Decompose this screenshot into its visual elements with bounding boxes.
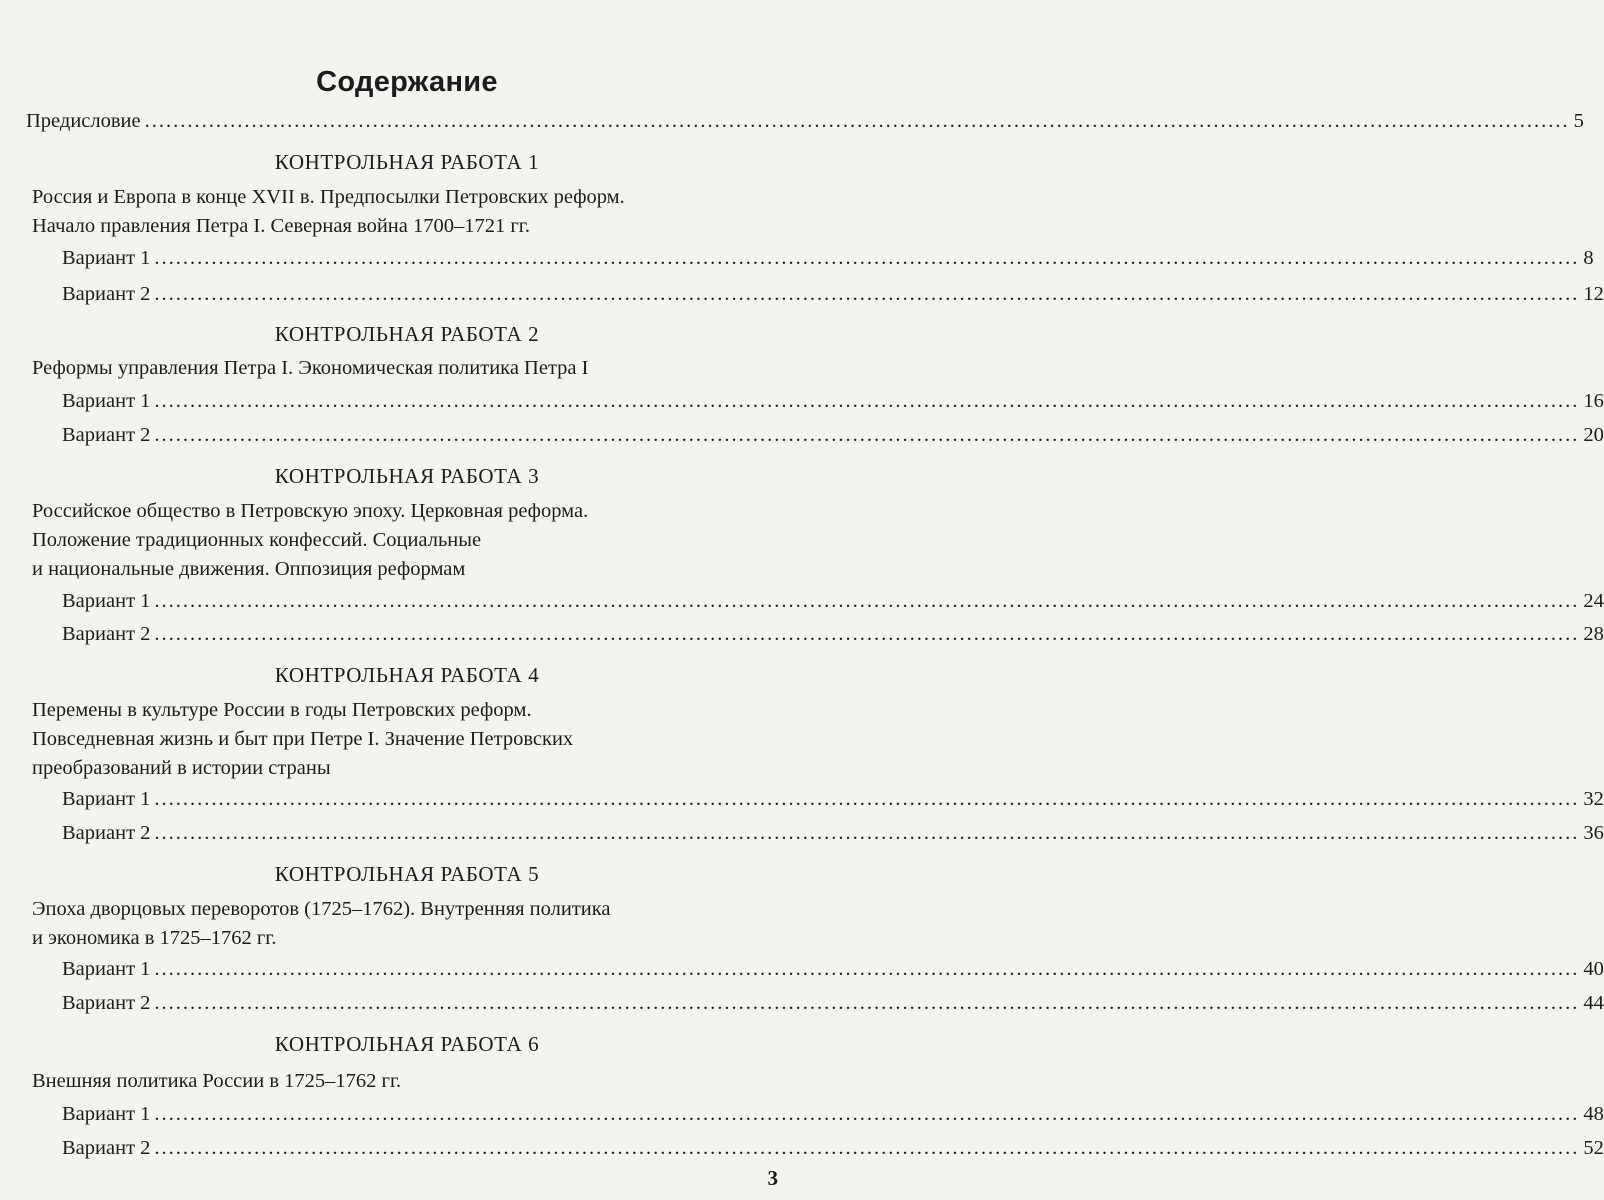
toc-page: 5 <box>1573 110 1584 132</box>
topic-line: и экономика в 1725–1762 гг. <box>32 927 277 949</box>
section-heading: КОНТРОЛЬНАЯ РАБОТА 5 <box>274 862 540 886</box>
toc-entry-variant <box>62 992 1604 1018</box>
topic-line: и национальные движения. Оппозиция реформам <box>32 558 466 580</box>
leader-dots: ........................................................................................................................................................................................................ <box>154 822 1580 844</box>
toc-entry-variant <box>62 424 1604 450</box>
toc-label: Предисловие <box>26 110 141 132</box>
toc-entry-variant <box>62 1137 1604 1163</box>
toc-page: 48 <box>1583 1103 1604 1125</box>
leader-dots: ........................................................................................................................................................................................................ <box>154 958 1580 980</box>
leader-dots: ........................................................................................................................................................................................................ <box>154 590 1580 612</box>
toc-entry-variant <box>62 390 1604 416</box>
section-topic <box>32 183 792 241</box>
section-heading: КОНТРОЛЬНАЯ РАБОТА 3 <box>274 464 540 488</box>
toc-page: 36 <box>1583 822 1604 844</box>
leader-dots: ........................................................................................................................................................................................................ <box>154 788 1580 810</box>
leader-dots: ........................................................................................................................................................................................................ <box>154 390 1580 412</box>
toc-page: 32 <box>1583 788 1604 810</box>
topic-line: Российское общество в Петровскую эпоху. Церковная реформа. <box>32 500 589 522</box>
toc-entry-variant <box>62 283 1604 309</box>
section-topic <box>32 696 792 783</box>
toc-entry-variant <box>62 590 1604 616</box>
toc-page: 12 <box>1583 283 1604 305</box>
leader-dots: ........................................................................................................................................................................................................ <box>154 283 1580 305</box>
toc-label: Вариант 2 <box>62 283 151 305</box>
toc-page: 44 <box>1583 992 1604 1014</box>
leader-dots: ........................................................................................................................................................................................................ <box>154 623 1580 645</box>
leader-dots: ........................................................................................................................................................................................................ <box>144 110 1570 132</box>
section-topic <box>32 497 792 584</box>
topic-line: Начало правления Петра I. Северная война 1700–1721 гг. <box>32 215 531 237</box>
leader-dots: ........................................................................................................................................................................................................ <box>154 1103 1580 1125</box>
toc-label: Вариант 2 <box>62 623 151 645</box>
toc-entry-variant <box>62 822 1604 848</box>
toc-label: Вариант 2 <box>62 992 151 1014</box>
leader-dots: ........................................................................................................................................................................................................ <box>154 424 1580 446</box>
section-heading: КОНТРОЛЬНАЯ РАБОТА 4 <box>274 663 540 687</box>
topic-line: Россия и Европа в конце XVII в. Предпосылки Петровских реформ. <box>32 186 625 208</box>
toc-label: Вариант 2 <box>62 424 151 446</box>
toc-page: 24 <box>1583 590 1604 612</box>
page-number: 3 <box>767 1166 778 1190</box>
toc-page: 20 <box>1583 424 1604 446</box>
topic-line: Повседневная жизнь и быт при Петре I. Значение Петровских <box>32 728 574 750</box>
section-topic <box>32 354 792 383</box>
toc-label: Вариант 2 <box>62 822 151 844</box>
page-title: Содержание <box>316 66 498 98</box>
section-topic <box>32 895 792 953</box>
toc-label: Вариант 1 <box>62 1103 151 1125</box>
toc-page: 16 <box>1583 390 1604 412</box>
toc-label: Вариант 1 <box>62 590 151 612</box>
toc-entry-variant <box>62 1103 1604 1129</box>
toc-page: 40 <box>1583 958 1604 980</box>
toc-label: Вариант 1 <box>62 390 151 412</box>
toc-page: 52 <box>1583 1137 1604 1159</box>
topic-line: Реформы управления Петра I. Экономическая политика Петра I <box>32 357 589 379</box>
toc-page: 28 <box>1583 623 1604 645</box>
section-topic <box>32 1067 792 1096</box>
toc-entry-variant <box>62 247 1594 273</box>
topic-line: Положение традиционных конфессий. Социальные <box>32 529 482 551</box>
toc-page: 8 <box>1583 247 1594 269</box>
toc-label: Вариант 1 <box>62 958 151 980</box>
leader-dots: ........................................................................................................................................................................................................ <box>154 1137 1580 1159</box>
section-heading: КОНТРОЛЬНАЯ РАБОТА 1 <box>274 150 540 174</box>
toc-entry-variant <box>62 958 1604 984</box>
toc-label: Вариант 1 <box>62 788 151 810</box>
section-heading: КОНТРОЛЬНАЯ РАБОТА 2 <box>274 322 540 346</box>
section-heading: КОНТРОЛЬНАЯ РАБОТА 6 <box>274 1032 540 1056</box>
topic-line: Эпоха дворцовых переворотов (1725–1762). Внутренняя политика <box>32 898 611 920</box>
toc-label: Вариант 2 <box>62 1137 151 1159</box>
toc-entry-preface <box>26 110 1584 136</box>
toc-entry-variant <box>62 623 1604 649</box>
topic-line: преобразований в истории страны <box>32 757 331 779</box>
topic-line: Перемены в культуре России в годы Петровских реформ. <box>32 699 532 721</box>
toc-label: Вариант 1 <box>62 247 151 269</box>
leader-dots: ........................................................................................................................................................................................................ <box>154 992 1580 1014</box>
leader-dots: ........................................................................................................................................................................................................ <box>154 247 1580 269</box>
topic-line: Внешняя политика России в 1725–1762 гг. <box>32 1070 402 1092</box>
toc-entry-variant <box>62 788 1604 814</box>
